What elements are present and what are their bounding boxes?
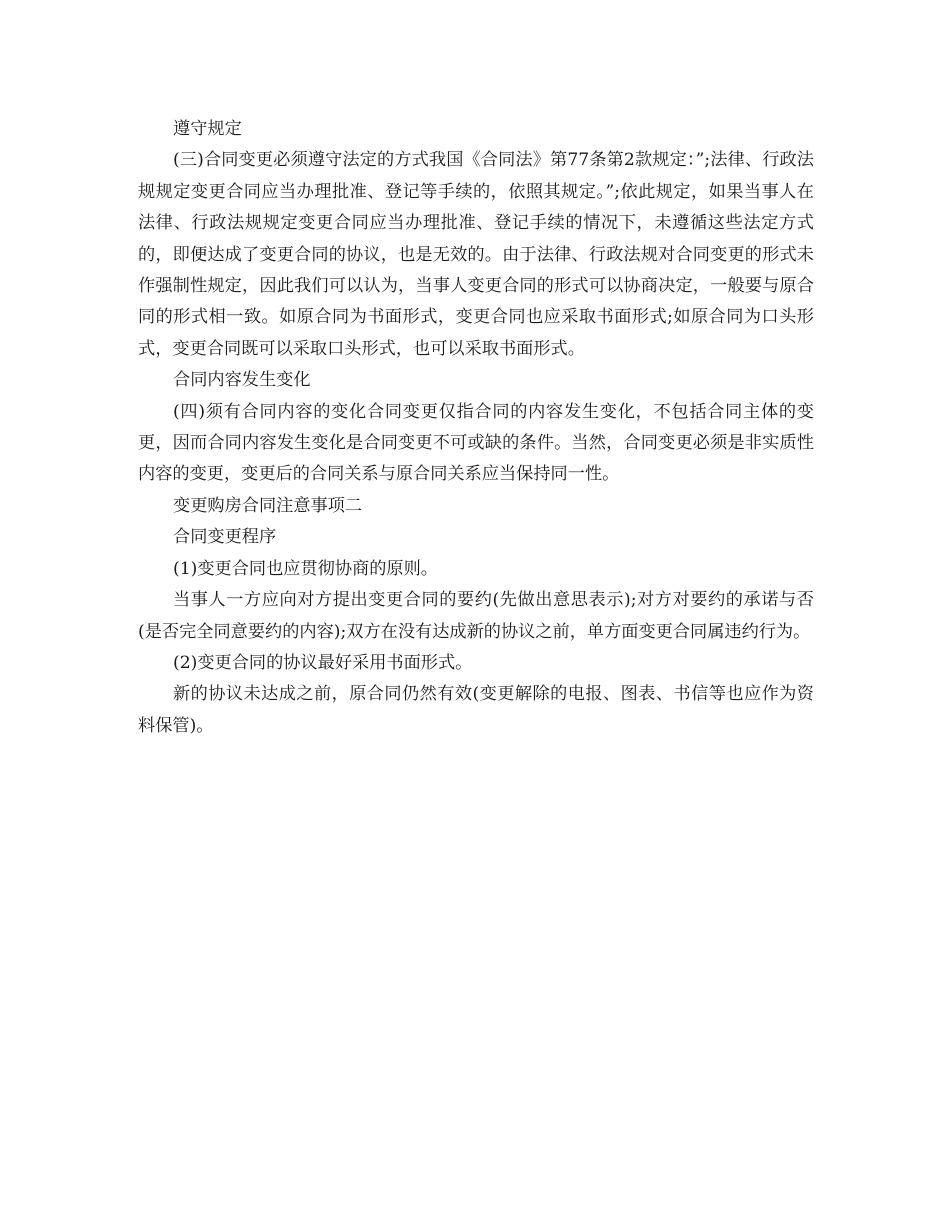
paragraph-original-valid: 新的协议未达成之前，原合同仍然有效(变更解除的电报、图表、书信等也应作为资料保管)。 (138, 684, 814, 736)
paragraph-content-change: (四)须有合同内容的变化合同变更仅指合同的内容发生变化，不包括合同主体的变更，因而合同内容发生变化是合同变更不可或缺的条件。当然，合同变更必须是非实质性内容的变更，变更后的合同关系与原合同关系应当保持同一性。 (138, 401, 814, 485)
paragraph-heading-procedure: 合同变更程序 (173, 527, 277, 548)
paragraph-offer-acceptance: 当事人一方应向对方提出变更合同的要约(先做出意思表示);对方对要约的承诺与否(是否完全同意要约的内容);双方在没有达成新的协议之前，单方面变更合同属违约行为。 (138, 590, 814, 642)
paragraph-procedure-1: (1)变更合同也应贯彻协商的原则。 (173, 558, 438, 579)
paragraph-heading-content-change: 合同内容发生变化 (173, 370, 311, 391)
paragraph-legal-form: (三)合同变更必须遵守法定的方式我国《合同法》第77条第2款规定：”;法律、行政法规规定变更合同应当办理批准、登记等手续的，依照其规定。”;依此规定，如果当事人在法律、行政法规规定变更合同应当办理批准、登记手续的情况下，未遵循这些法定方式的，即便达成了变更合同的协议，也是无效的。由于法律、行政法规对合同变更的形式未作强制性规定，因此我们可以认为，当事人变更合同的形式可以协商决定，一般要与原合同的形式相一致。如原合同为书面形式，变更合同也应采取书面形式;如原合同为口头形式，变更合同既可以采取口头形式，也可以采取书面形式。 (138, 150, 814, 359)
document-body (138, 114, 814, 742)
paragraph-procedure-2: (2)变更合同的协议最好采用书面形式。 (173, 652, 473, 673)
paragraph-heading-notes-two: 变更购房合同注意事项二 (173, 495, 363, 516)
paragraph-heading-compliance: 遵守规定 (173, 119, 242, 139)
